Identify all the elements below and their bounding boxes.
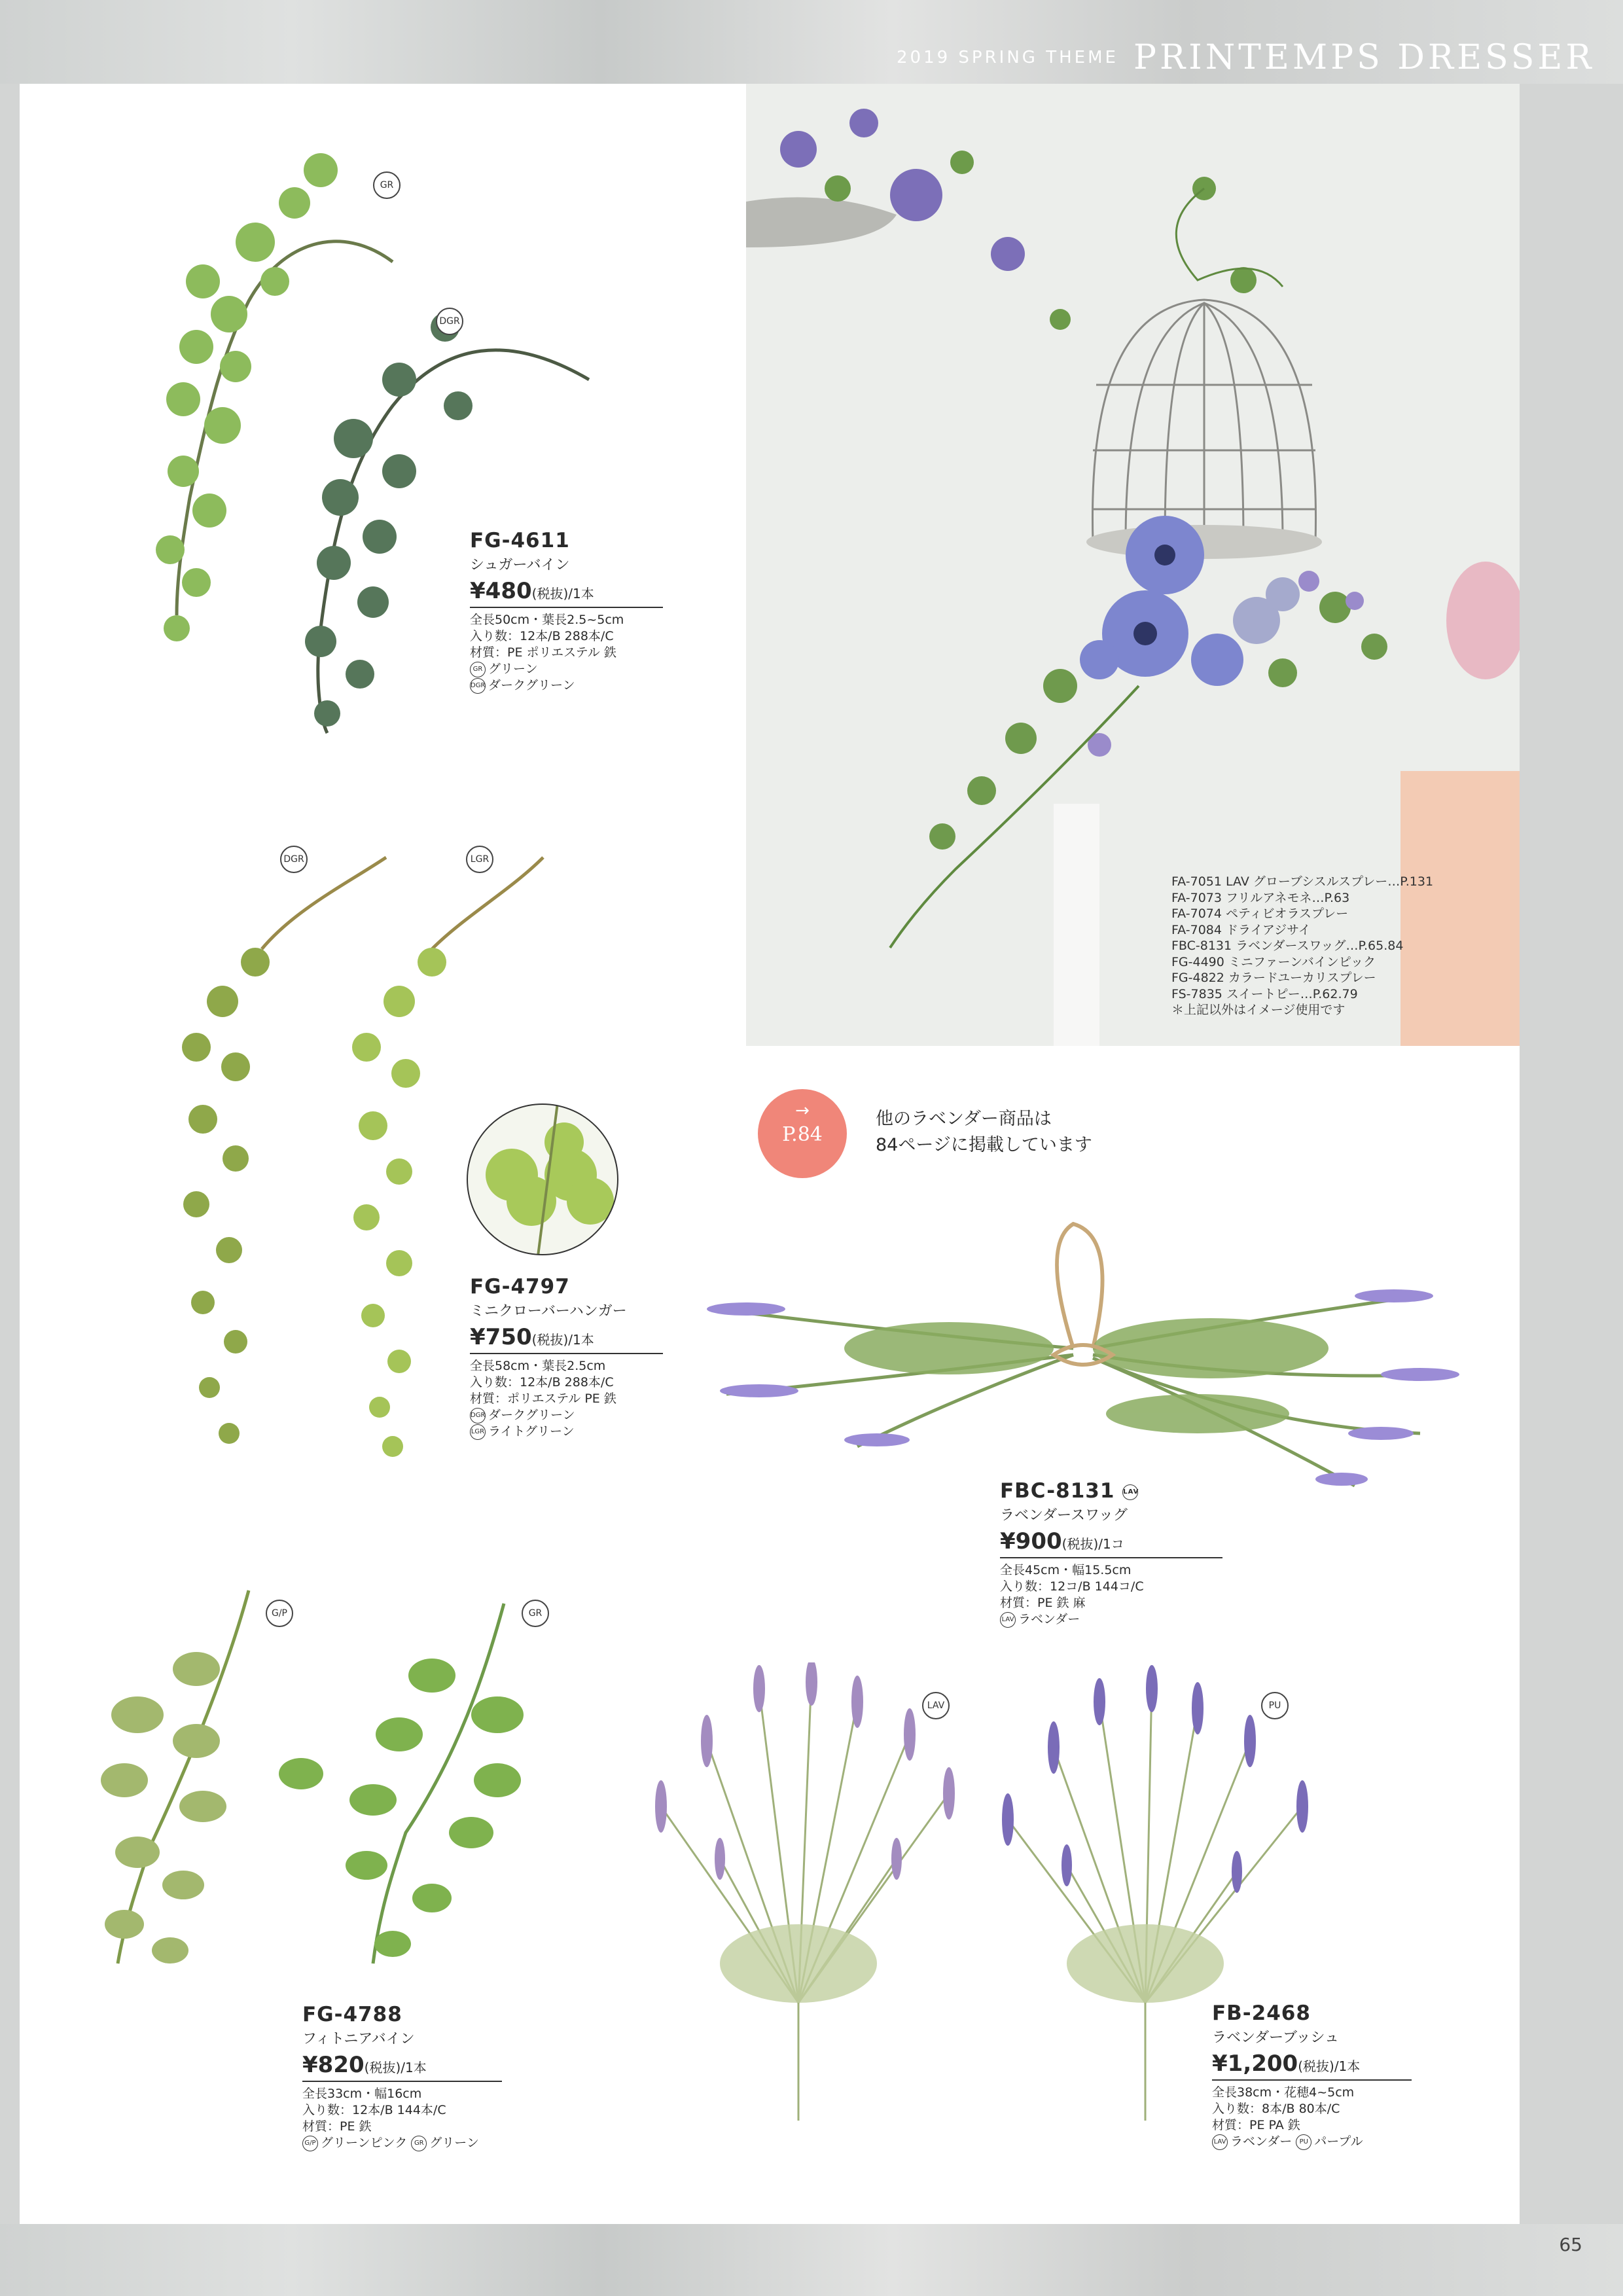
product-name: シュガーバイン [470,557,570,573]
credit-line: FS-7835 スイートピー…P.62.79 [1171,986,1358,1001]
spec-line: 入り数：12本/B 144本/C [302,2103,446,2117]
clover-closeup-image [466,1103,619,1256]
color-option [470,677,663,694]
product-fg-4797 [470,1275,663,1440]
color-option [470,1407,663,1424]
product-fg-4788 [302,2003,502,2151]
color-tag-lgr: LGR [466,846,493,873]
credit-line: ＊上記以外はイメージ使用です [1171,1003,1346,1017]
color-label: グリーンピンク [321,2136,408,2150]
product-code: FG-4611 [470,529,570,552]
tax-note: (税抜) [531,1332,569,1348]
product-price: ¥900 [1000,1528,1062,1554]
color-label: ラベンダー [1018,1612,1080,1626]
spec-line: 入り数：12本/B 288本/C [470,629,614,643]
product-price-row [470,1324,663,1354]
spec-line: 入り数：8本/B 80本/C [1212,2102,1340,2116]
product-unit: /1コ [1098,1536,1124,1552]
product-fbc-8131 [1000,1479,1222,1628]
product-specs [470,1358,663,1440]
credit-line: FA-7073 フリルアネモネ…P.63 [1171,890,1350,905]
page-reference-badge[interactable] [758,1089,847,1178]
product-unit: /1本 [1334,2058,1361,2074]
color-label: ダークグリーン [488,678,575,692]
color-label: パープル [1314,2134,1363,2149]
color-tag-pu: PU [1261,1692,1289,1719]
color-option [302,2135,502,2151]
page-header [897,38,1595,77]
product-unit: /1本 [568,586,594,601]
product-price: ¥750 [470,1324,532,1350]
product-price-row [302,2052,502,2082]
color-option [1000,1611,1222,1628]
credit-line: FA-7084 ドライアジサイ [1171,922,1311,937]
color-tag-lav: LAV [922,1692,950,1719]
reference-page: P.84 [782,1123,823,1146]
color-badge: DGR [470,1408,486,1424]
fittonia-vine-image [65,1584,576,1990]
color-badge: LAV [1122,1484,1138,1500]
spec-line: 全長33cm・幅16cm [302,2087,422,2101]
credit-line: FG-4822 カラードユーカリスプレー [1171,971,1376,985]
product-name: ラベンダースワッグ [1000,1507,1128,1524]
color-badge: LAV [1000,1612,1016,1628]
lavender-swag-image [700,1217,1459,1518]
product-specs [1212,2085,1412,2150]
product-code: FBC-8131 [1000,1479,1115,1503]
color-option [470,661,663,677]
color-label: ラベンダー [1230,2134,1293,2149]
color-label: ダークグリーン [488,1408,575,1422]
color-badge: PU [1296,2134,1311,2150]
product-price: ¥480 [470,578,532,604]
page-number: 65 [1559,2234,1582,2255]
product-code: FG-4788 [302,2003,402,2026]
tax-note: (税抜) [531,586,569,601]
product-fb-2468 [1212,2001,1412,2150]
spec-line: 材質：PE ポリエステル 鉄 [470,645,616,660]
product-code: FB-2468 [1212,2001,1311,2025]
arrow-right-icon: → [795,1101,810,1121]
product-price-row [470,578,663,608]
reference-line: 他のラベンダー商品は [876,1109,1052,1129]
color-tag-gr: GR [522,1600,549,1627]
color-label: ライトグリーン [488,1424,575,1439]
color-badge: GR [470,662,486,677]
photo-credits [1171,874,1433,1018]
product-price-row [1000,1528,1222,1558]
credit-line: FG-4490 ミニファーンバインピック [1171,954,1376,969]
product-price: ¥820 [302,2052,365,2078]
color-label: グリーン [488,662,538,676]
spec-line: 材質：ポリエステル PE 鉄 [470,1391,616,1406]
spec-line: 材質：PE 鉄 [302,2119,372,2134]
header-theme: 2019 SPRING THEME [897,48,1118,67]
product-code-row [1000,1479,1222,1503]
product-unit: /1本 [568,1332,594,1348]
color-badge: GR [411,2136,427,2151]
tax-note: (税抜) [364,2060,401,2075]
color-option [470,1424,663,1440]
spec-line: 全長45cm・幅15.5cm [1000,1563,1132,1577]
spec-line: 全長58cm・葉長2.5cm [470,1359,606,1373]
credit-line: FA-7074 ペティビオラスプレー [1171,906,1349,921]
color-option [1212,2134,1412,2150]
product-specs [1000,1562,1222,1628]
color-badge: LGR [470,1424,486,1440]
spec-line: 全長38cm・花穂4~5cm [1212,2085,1355,2100]
spec-line: 入り数：12コ/B 144コ/C [1000,1579,1144,1594]
spec-line: 入り数：12本/B 288本/C [470,1375,614,1390]
reference-note [876,1106,1092,1158]
product-price-row [1212,2051,1412,2081]
product-specs [470,612,663,694]
credit-line: FBC-8131 ラベンダースワッグ…P.65.84 [1171,939,1404,953]
color-tag-gp: G/P [266,1600,293,1627]
product-fg-4611 [470,529,663,694]
product-code: FG-4797 [470,1275,570,1299]
product-specs [302,2086,502,2151]
product-name: ラベンダーブッシュ [1212,2030,1340,2046]
color-tag-gr: GR [373,171,401,199]
color-tag-dgr: DGR [436,308,463,335]
header-title: PRINTEMPS DRESSER [1133,38,1595,77]
spec-line: 材質：PE 鉄 麻 [1000,1596,1086,1610]
color-badge: DGR [470,678,486,694]
color-label: グリーン [429,2136,479,2150]
wood-plank [0,2224,1623,2296]
product-name: フィトニアバイン [302,2031,415,2047]
tax-note: (税抜) [1061,1536,1099,1552]
product-unit: /1本 [401,2060,427,2075]
spec-line: 全長50cm・葉長2.5~5cm [470,613,624,627]
spec-line: 材質：PE PA 鉄 [1212,2118,1300,2132]
color-badge: G/P [302,2136,318,2151]
credit-line: FA-7051 LAV グローブシスルスプレー…P.131 [1171,874,1434,889]
color-tag-dgr: DGR [280,846,308,873]
reference-line: 84ページに掲載しています [876,1135,1092,1155]
tax-note: (税抜) [1298,2058,1334,2074]
product-price: ¥1,200 [1212,2051,1298,2077]
color-badge: LAV [1212,2134,1228,2150]
product-name: ミニクローバーハンガー [470,1303,627,1319]
